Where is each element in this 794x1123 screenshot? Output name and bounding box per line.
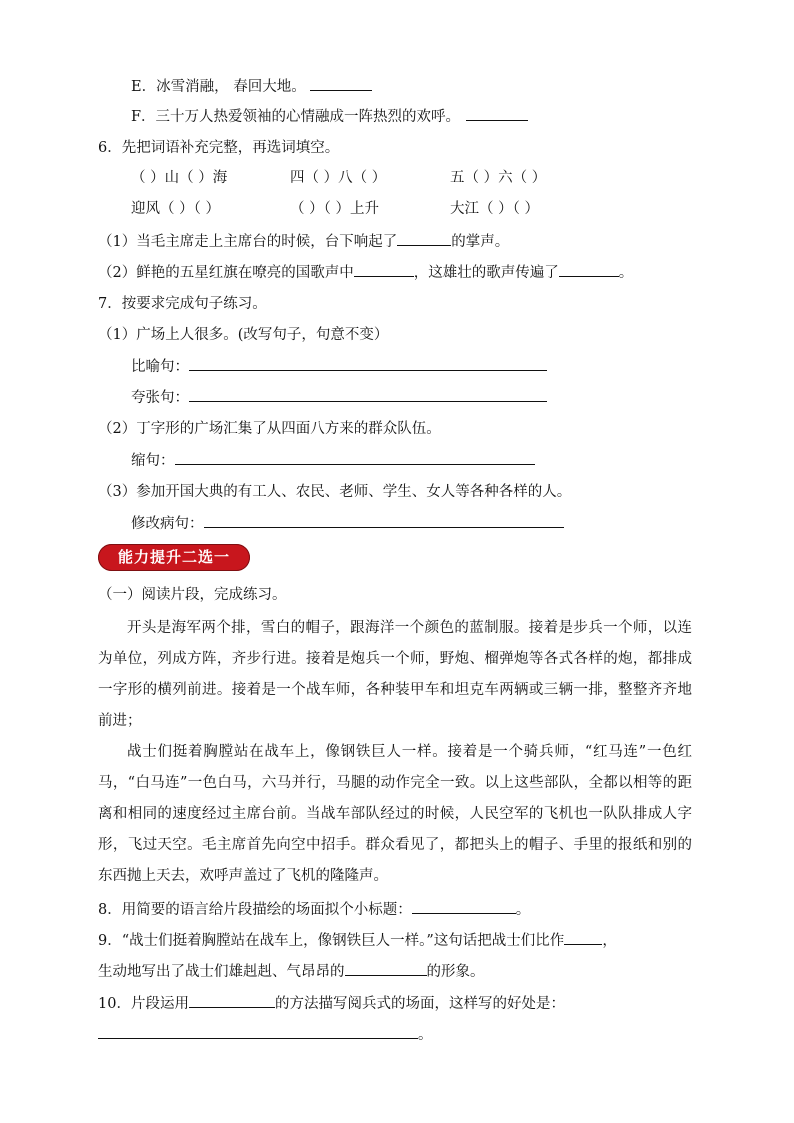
- answer-blank[interactable]: [175, 450, 535, 465]
- exaggeration-line: [131, 387, 547, 408]
- q10-end: 。: [418, 1027, 433, 1043]
- word-fill-5[interactable]: （ ）（ ）上升: [290, 201, 379, 217]
- answer-blank[interactable]: [559, 262, 619, 277]
- section-title: （一）阅读片段，完成练习。: [98, 587, 287, 603]
- question-7-3: （3）参加开国大典的有工人、农民、老师、学生、女人等各种各样的人。: [98, 484, 572, 500]
- word-fill-2[interactable]: 四（ ）八（ ）: [290, 170, 387, 186]
- word-fill-4[interactable]: 迎风（ ）（ ）: [131, 201, 220, 217]
- q8-end: 。: [515, 902, 531, 918]
- answer-blank[interactable]: [466, 106, 528, 121]
- question-7-2: （2）丁字形的广场汇集了从四面八方来的群众队伍。: [98, 421, 441, 437]
- metaphor-label: 比喻句：: [131, 359, 189, 375]
- word-fill-1[interactable]: （ ）山（ ）海: [131, 170, 228, 186]
- q9-comma: ，: [602, 933, 617, 949]
- q6-1-text: （1）当毛主席走上主席台的时候，台下响起了: [98, 234, 398, 250]
- exaggeration-label: 夸张句：: [131, 390, 189, 406]
- question-9: [98, 930, 617, 951]
- q8-text: 8．用简要的语言给片段描绘的场面拟个小标题：: [98, 902, 412, 918]
- option-f: [131, 106, 528, 127]
- answer-blank[interactable]: [345, 961, 427, 976]
- q9-text: 9．“战士们挺着胸膛站在战车上，像钢铁巨人一样。”这句话把战士们比作: [98, 933, 565, 949]
- answer-blank[interactable]: [412, 899, 516, 914]
- shorten-line: [131, 450, 535, 471]
- answer-blank[interactable]: [98, 1024, 418, 1039]
- question-6: 6．先把词语补充完整，再选词填空。: [98, 140, 340, 156]
- q6-2-text: （2）鲜艳的五星红旗在嘹亮的国歌声中: [98, 265, 354, 281]
- answer-blank[interactable]: [564, 930, 602, 945]
- passage-paragraph-2: 战士们挺着胸膛站在战车上，像钢铁巨人一样。接着是一个骑兵师，“红马连”一色红马，“白马连”一色白马，六马并行，马腿的动作完全一致。以上这些部队，全都以相等的距离和相同的速度经过主席台前。当战车部队经过的时候，人民空军的飞机也一队队排成人字形，飞过天空。毛主席首先向空中招手。群众看见了，都把头上的帽子、手里的报纸和别的东西抛上天去，欢呼声盖过了飞机的隆隆声。: [98, 744, 692, 884]
- word-fill-6[interactable]: 大江（ ）（ ）: [450, 201, 539, 217]
- q10-tail: 的方法描写阅兵式的场面，这样写的好处是：: [274, 996, 565, 1012]
- option-f-text: F．三十万人热爱领袖的心情融成一阵热烈的欢呼。: [131, 109, 461, 125]
- answer-blank[interactable]: [189, 356, 547, 371]
- correct-label: 修改病句：: [131, 516, 204, 532]
- answer-blank[interactable]: [189, 993, 275, 1008]
- question-6-2: [98, 262, 633, 283]
- question-6-1: [98, 231, 509, 252]
- question-7: 7．按要求完成句子练习。: [98, 296, 267, 312]
- word-fill-3[interactable]: 五（ ）六（ ）: [450, 170, 547, 186]
- question-7-1: （1）广场上人很多。(改写句子，句意不变）: [98, 327, 389, 343]
- q6-1-tail: 的掌声。: [451, 234, 510, 250]
- question-8: [98, 899, 530, 920]
- q6-2-mid: ，这雄壮的歌声传遍了: [413, 265, 559, 281]
- answer-blank[interactable]: [204, 513, 564, 528]
- option-e: [131, 76, 372, 97]
- q9-end: 的形象。: [426, 964, 485, 980]
- q6-2-end: 。: [618, 265, 634, 281]
- option-e-text: E．冰雪消融， 春回大地。: [131, 79, 306, 95]
- answer-blank[interactable]: [397, 231, 451, 246]
- q9-cont-text: 生动地写出了战士们雄赳赳、气昂昂的: [98, 964, 345, 980]
- q10-text: 10．片段运用: [98, 996, 189, 1012]
- question-9-cont: [98, 961, 485, 982]
- question-10: [98, 993, 565, 1014]
- question-10-answer: [98, 1024, 433, 1045]
- answer-blank[interactable]: [310, 76, 372, 91]
- answer-blank[interactable]: [354, 262, 414, 277]
- shorten-label: 缩句：: [131, 453, 175, 469]
- answer-blank[interactable]: [189, 387, 547, 402]
- section-banner: 能力提升二选一: [98, 544, 250, 571]
- passage-paragraph-1: 开头是海军两个排，雪白的帽子，跟海洋一个颜色的蓝制服。接着是步兵一个师，以连为单位，列成方阵，齐步行进。接着是炮兵一个师，野炮、榴弹炮等各式各样的炮，都排成一字形的横列前进。接着是一个战车师，各种装甲车和坦克车两辆或三辆一排，整整齐齐地前进；: [98, 620, 692, 729]
- metaphor-line: [131, 356, 547, 377]
- correct-line: [131, 513, 564, 534]
